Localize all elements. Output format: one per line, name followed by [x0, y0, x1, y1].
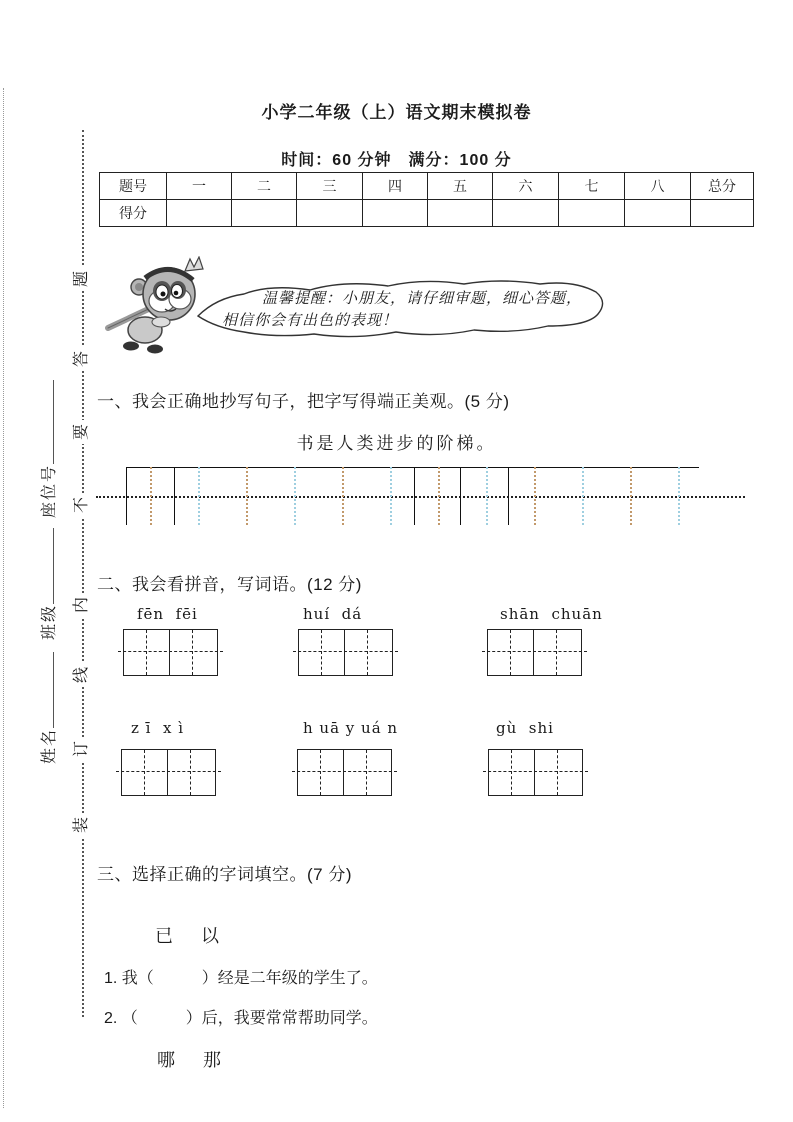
question-number-row	[100, 173, 754, 200]
class-field-blank	[39, 528, 54, 604]
score-table	[99, 172, 754, 227]
grid-solid-divider	[414, 467, 415, 525]
qnum-cell: 一	[167, 173, 232, 200]
binding-char: 答	[70, 347, 94, 371]
pinyin-answer-box	[488, 749, 583, 796]
qnum-cell: 七	[559, 173, 625, 200]
qnum-cell: 六	[493, 173, 559, 200]
student-info-fields	[36, 312, 62, 764]
choice-char: 那	[203, 1050, 221, 1070]
binding-dotted-line	[82, 130, 84, 1017]
grid-solid-divider	[126, 467, 127, 525]
binding-char: 装	[70, 813, 94, 837]
page-edge-dotted-line	[3, 88, 4, 1108]
grid-guide-line	[678, 467, 680, 525]
pinyin-label: z ī x ì	[131, 719, 185, 737]
copy-sentence: 书是人类进步的阶梯。	[296, 434, 497, 453]
score-row	[100, 200, 754, 227]
score-cell-empty	[559, 200, 625, 227]
binding-char: 线	[70, 663, 94, 687]
class-field-label: 班级	[41, 603, 58, 640]
section-one-heading: 一、我会正确地抄写句子，把字写得端正美观。(5 分)	[97, 392, 510, 411]
choice-char: 已	[155, 926, 173, 946]
fill-blank-item-2: 2. （ ）后，我要常常帮助同学。	[104, 1010, 378, 1027]
pinyin-answer-box	[123, 629, 218, 676]
section-three-heading: 三、选择正确的字词填空。(7 分)	[97, 865, 352, 884]
score-row-label: 得分	[100, 200, 167, 227]
score-cell-empty	[428, 200, 493, 227]
fill-blank-item-1: 1. 我（ ）经是二年级的学生了。	[104, 970, 378, 987]
grid-guide-line	[582, 467, 584, 525]
grid-dotted-midline	[96, 496, 745, 498]
qnum-row-label: 题号	[100, 173, 167, 200]
grid-guide-line	[150, 467, 152, 525]
grid-guide-line	[438, 467, 440, 525]
qnum-cell: 八	[625, 173, 691, 200]
grid-guide-line	[294, 467, 296, 525]
score-cell-empty	[691, 200, 754, 227]
pinyin-answer-box	[298, 629, 393, 676]
binding-char: 题	[70, 267, 94, 291]
pinyin-answer-box	[487, 629, 582, 676]
name-field-blank	[39, 652, 54, 728]
notice-line-2: 相信你会有出色的表现！	[222, 313, 399, 329]
binding-char: 内	[70, 593, 94, 617]
page-title: 小学二年级（上）语文期末模拟卷	[261, 103, 532, 122]
grid-top-line	[126, 467, 699, 468]
choice-pair-na	[157, 1046, 221, 1072]
name-field-label: 姓名	[41, 727, 58, 764]
binding-char: 订	[70, 737, 94, 761]
score-cell-empty	[167, 200, 232, 227]
qnum-cell: 五	[428, 173, 493, 200]
qnum-cell: 三	[297, 173, 363, 200]
qnum-cell: 四	[363, 173, 428, 200]
score-cell-empty	[297, 200, 363, 227]
pinyin-label: shān chuān	[500, 605, 603, 623]
pinyin-answer-box	[297, 749, 392, 796]
grid-guide-line	[390, 467, 392, 525]
exam-time-score-subtitle: 时间：60 分钟 满分：100 分	[281, 152, 512, 169]
seat-number-field-label: 座位号	[41, 463, 58, 518]
pinyin-answer-box	[121, 749, 216, 796]
score-cell-empty	[493, 200, 559, 227]
grid-guide-line	[246, 467, 248, 525]
binding-char: 要	[70, 420, 94, 444]
choice-char: 以	[201, 926, 219, 946]
pinyin-label: huí dá	[303, 605, 363, 623]
score-cell-empty	[625, 200, 691, 227]
qnum-cell: 二	[232, 173, 297, 200]
choice-pair-yi	[155, 922, 219, 948]
grid-guide-line	[630, 467, 632, 525]
binding-char: 不	[70, 493, 94, 517]
pinyin-label: h uā y uá n	[303, 719, 399, 737]
score-cell-empty	[232, 200, 297, 227]
grid-guide-line	[486, 467, 488, 525]
grid-solid-divider	[508, 467, 509, 525]
grid-guide-line	[198, 467, 200, 525]
grid-guide-line	[534, 467, 536, 525]
grid-guide-line	[342, 467, 344, 525]
grid-solid-divider	[460, 467, 461, 525]
score-cell-empty	[363, 200, 428, 227]
pinyin-label: gù shi	[496, 719, 554, 737]
grid-solid-divider	[174, 467, 175, 525]
pinyin-label: fēn fēi	[137, 605, 198, 623]
section-two-heading: 二、我会看拼音，写词语。(12 分)	[97, 575, 362, 594]
notice-line-1: 温馨提醒：小朋友，请仔细审题，细心答题，	[262, 291, 583, 307]
choice-char: 哪	[157, 1050, 175, 1070]
total-score-header-cell: 总分	[691, 173, 754, 200]
